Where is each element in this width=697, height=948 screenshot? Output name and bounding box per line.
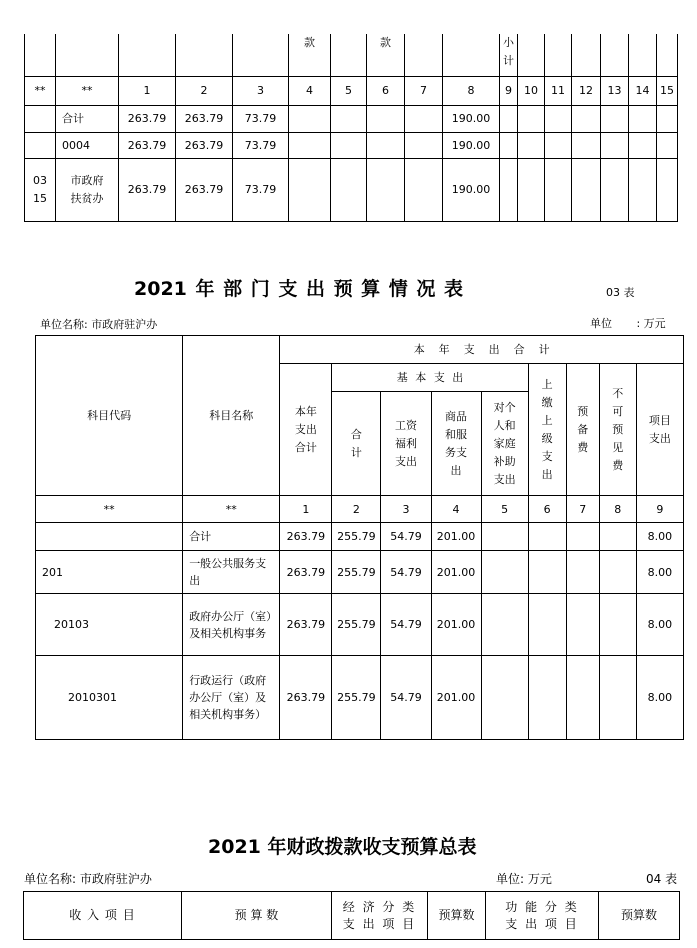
header-budget-2: 预算数 (428, 892, 486, 940)
header-income: 收 入 项 目 (24, 892, 182, 940)
header-basic: 基 本 支 出 (332, 364, 528, 392)
table-row: 2010301 行政运行（政府办公厅（室）及相关机构事务） 263.79 255.79 54.79 201.00 8.00 (36, 656, 684, 740)
header-personal: 对个人和家庭补助支出 (481, 392, 528, 496)
header-sum: 合计 (332, 392, 381, 496)
index-row: ** ** 1 2 3 4 5 6 7 8 9 (36, 496, 684, 523)
unit-name-03: 单位名称: 市政府驻沪办 (40, 318, 158, 331)
header-group: 本 年 支 出 合 计 (280, 336, 684, 364)
header-subtotal: 小计 (500, 34, 518, 76)
header-code: 科目代码 (36, 336, 183, 496)
header-functional: 功 能 分 类 支 出 项 目 (486, 892, 599, 940)
row-name: 市政府扶贫办 (56, 158, 119, 221)
header-budget-1: 预 算 数 (182, 892, 332, 940)
table-row: 合计 263.79 255.79 54.79 201.00 8.00 (36, 523, 684, 551)
page-title-04: 2021 年财政拨款收支预算总表 (208, 836, 477, 858)
unit-name-04: 单位名称: 市政府驻沪办 (24, 872, 152, 886)
table-department-expenditure (35, 335, 684, 740)
header-upper: 上缴上级支出 (528, 364, 566, 496)
table-number-04: 04 表 (646, 872, 678, 886)
index-row: ** ** 1 2 3 4 5 6 7 8 9 10 11 12 13 14 15 (25, 76, 678, 105)
table-previous (24, 34, 678, 222)
table-row: 201 一般公共服务支出 263.79 255.79 54.79 201.00 8.00 (36, 551, 684, 594)
row-code: 03 15 (25, 158, 56, 221)
header-total: 本年支出合计 (280, 364, 332, 496)
header-name: 科目名称 (183, 336, 280, 496)
table-row: 20103 政府办公厅（室）及相关机构事务 263.79 255.79 54.79 201.00 8.00 (36, 594, 684, 656)
header-kuan-1: 款 (289, 34, 331, 76)
header-reserve: 预备费 (566, 364, 599, 496)
table-row: 0004 263.79 263.79 73.79 190.00 (25, 132, 678, 158)
table-row: 合计 263.79 263.79 73.79 190.00 (25, 105, 678, 132)
header-goods: 商品和服务支出 (431, 392, 481, 496)
header-project: 项目支出 (636, 364, 683, 496)
header-economic: 经 济 分 类 支 出 项 目 (332, 892, 428, 940)
header-budget-3: 预算数 (599, 892, 680, 940)
table-number-03: 03 表 (606, 286, 635, 299)
header-salary: 工资福利支出 (381, 392, 431, 496)
page-title-03: 2021 年 部 门 支 出 预 算 情 况 表 (134, 278, 464, 300)
header-kuan-2: 款 (367, 34, 405, 76)
table-row: 03 15 市政府扶贫办 263.79 263.79 73.79 190.00 (25, 158, 678, 221)
unit-04: 单位: 万元 (496, 872, 552, 886)
unit-03: 单位 : 万元 (590, 317, 666, 330)
header-unforeseen: 不可预见费 (599, 364, 636, 496)
table-fiscal-summary (23, 891, 680, 940)
header-row (24, 892, 680, 940)
